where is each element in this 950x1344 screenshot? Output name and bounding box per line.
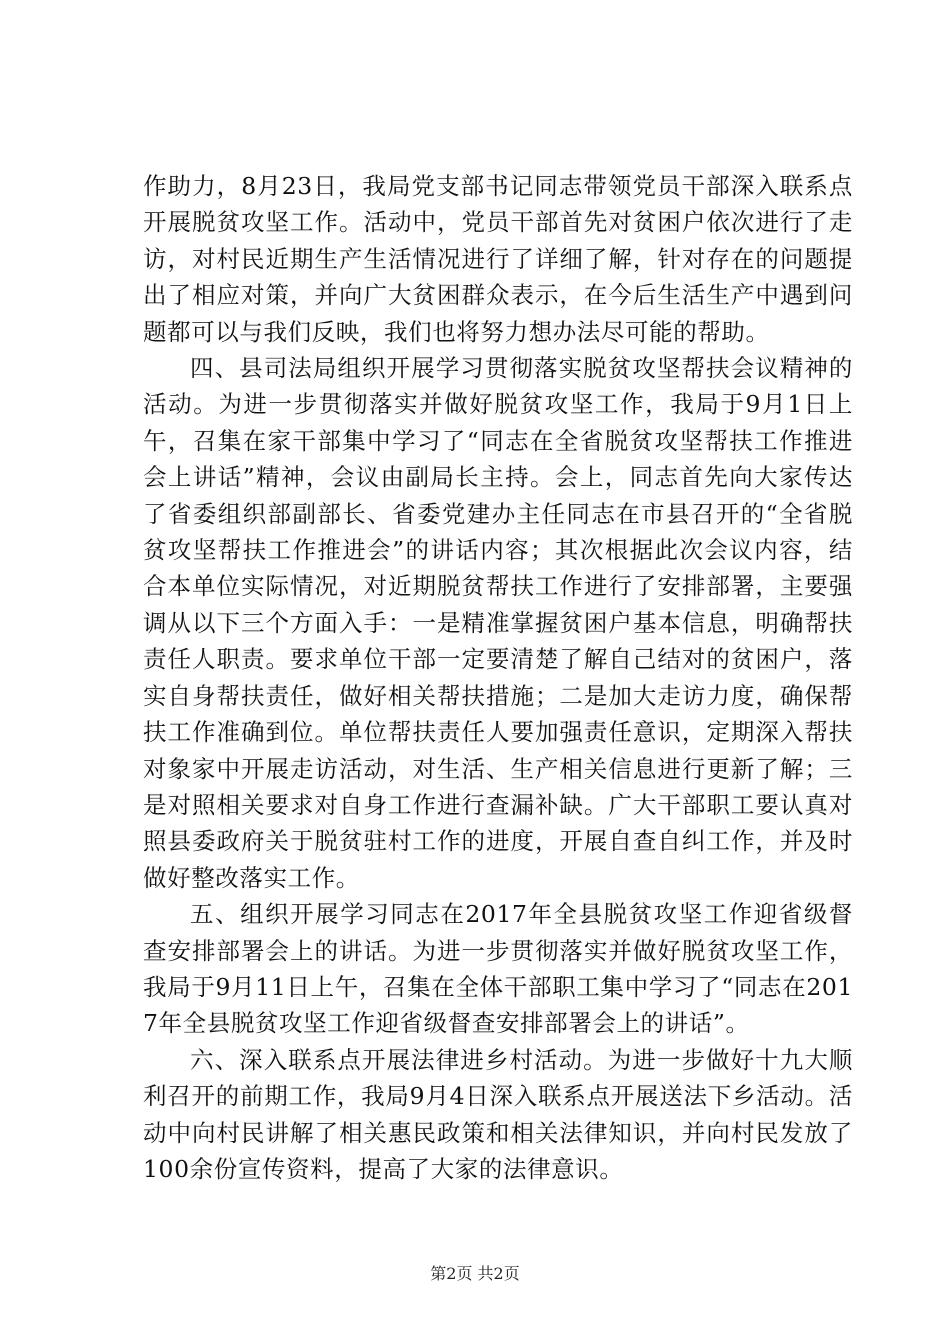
paragraph-3: 五、组织开展学习同志在2017年全县脱贫攻坚工作迎省级督查安排部署会上的讲话。为进一步贯彻落实并做好脱贫攻坚工作，我局于9月11日上午，召集在全体干部职工集中学习了“同志在2017年全县脱贫攻坚工作迎省级督查安排部署会上的讲话”。 — [143, 900, 853, 1038]
paragraph-2: 四、县司法局组织开展学习贯彻落实脱贫攻坚帮扶会议精神的活动。为进一步贯彻落实并做好脱贫攻坚工作，我局于9月1日上午，召集在家干部集中学习了“同志在全省脱贫攻坚帮扶工作推进会上讲话”精神，会议由副局长主持。会上，同志首先向大家传达了省委组织部副部长、省委党建办主任同志在市县召开的“全省脱贫攻坚帮扶工作推进会”的讲话内容；其次根据此次会议内容，结合本单位实际情况，对近期脱贫帮扶工作进行了安排部署，主要强调从以下三个方面入手：一是精准掌握贫困户基本信息，明确帮扶责任人职责。要求单位干部一定要清楚了解自己结对的贫困户，落实自身帮扶责任，做好相关帮扶措施；二是加大走访力度，确保帮扶工作准确到位。单位帮扶责任人要加强责任意识，定期深入帮扶对象家中开展走访活动，对生活、生产相关信息进行更新了解；三是对照相关要求对自身工作进行查漏补缺。广大干部职工要认真对照县委政府关于脱贫驻村工作的进度，开展自查自纠工作，并及时做好整改落实工作。 — [143, 354, 853, 892]
paragraph-1: 作助力，8月23日，我局党支部书记同志带领党员干部深入联系点开展脱贫攻坚工作。活动中，党员干部首先对贫困户依次进行了走访，对村民近期生产生活情况进行了详细了解，针对存在的问题提出了相应对策，并向广大贫困群众表示，在今后生活生产中遇到问题都可以与我们反映，我们也将努力想办法尽可能的帮助。 — [143, 172, 853, 346]
page-footer: 第2页 共2页 — [430, 1264, 520, 1283]
paragraph-4: 六、深入联系点开展法律进乡村活动。为进一步做好十九大顺利召开的前期工作，我局9月4日深入联系点开展送法下乡活动。活动中向村民讲解了相关惠民政策和相关法律知识，并向村民发放了100余份宣传资料，提高了大家的法律意识。 — [143, 1045, 853, 1183]
document-body — [143, 168, 853, 1187]
